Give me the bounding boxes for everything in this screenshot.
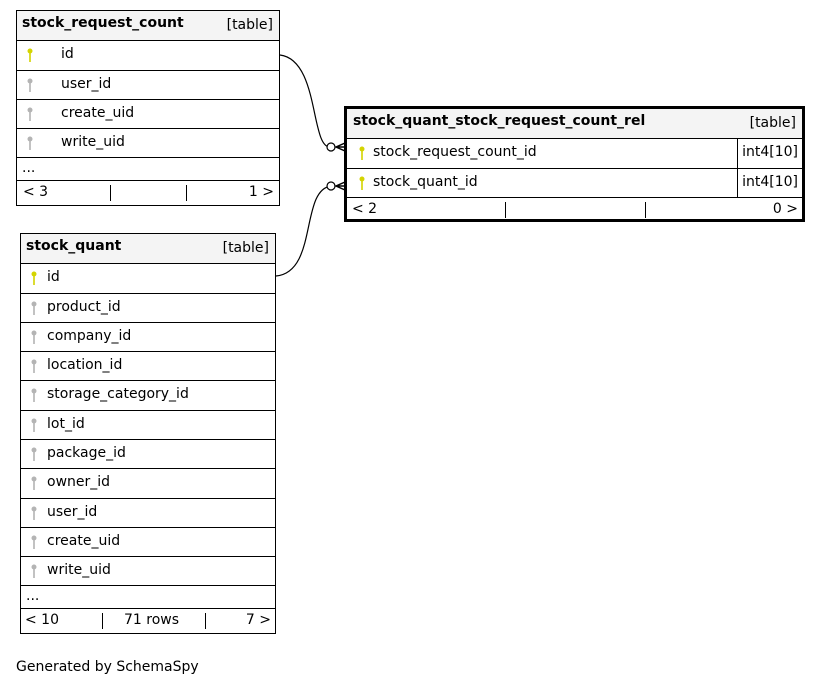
column-name: create_uid bbox=[61, 105, 135, 121]
foreign-key-icon bbox=[31, 418, 37, 432]
footer-children-count[interactable]: < 2 bbox=[352, 201, 378, 217]
table-header bbox=[21, 234, 275, 263]
relation-end-circle bbox=[327, 143, 335, 151]
table-header bbox=[17, 11, 279, 40]
more-columns bbox=[17, 157, 279, 180]
primary-key-icon bbox=[27, 48, 33, 62]
relation-quant-to-rel bbox=[276, 186, 331, 276]
column-name: id bbox=[47, 269, 60, 285]
column-name: id bbox=[61, 46, 74, 62]
column-row[interactable] bbox=[347, 138, 802, 168]
column-name: user_id bbox=[61, 76, 112, 92]
table-footer bbox=[17, 180, 279, 205]
table-stock-quant[interactable] bbox=[20, 233, 276, 634]
foreign-key-icon bbox=[31, 447, 37, 461]
relation-end-circle bbox=[327, 182, 335, 190]
column-name: write_uid bbox=[61, 134, 125, 150]
column-row[interactable] bbox=[17, 70, 279, 99]
column-name: package_id bbox=[47, 445, 126, 461]
table-header bbox=[347, 109, 802, 138]
footer-divider bbox=[186, 185, 187, 201]
table-name: stock_quant bbox=[26, 238, 122, 254]
table-type: [table] bbox=[222, 240, 269, 256]
column-row[interactable] bbox=[21, 468, 275, 498]
column-name: location_id bbox=[47, 357, 123, 373]
column-row[interactable] bbox=[347, 168, 802, 197]
column-name: lot_id bbox=[47, 416, 85, 432]
ellipsis: ... bbox=[22, 160, 36, 176]
table-name: stock_request_count bbox=[22, 15, 184, 31]
foreign-key-icon bbox=[27, 136, 33, 150]
column-name: company_id bbox=[47, 328, 132, 344]
footer-divider bbox=[505, 202, 506, 218]
footer-divider bbox=[645, 202, 646, 218]
column-row[interactable] bbox=[21, 527, 275, 556]
column-name: owner_id bbox=[47, 474, 111, 490]
more-columns bbox=[21, 585, 275, 608]
footer-parents-count[interactable]: 1 > bbox=[248, 184, 274, 200]
column-name: product_id bbox=[47, 299, 121, 315]
table-type: [table] bbox=[749, 115, 796, 131]
footer-parents-count[interactable]: 7 > bbox=[245, 612, 271, 628]
footer-children-count[interactable]: < 3 bbox=[23, 184, 49, 200]
foreign-key-icon bbox=[27, 78, 33, 92]
column-row[interactable] bbox=[17, 99, 279, 128]
foreign-key-icon bbox=[31, 564, 37, 578]
foreign-key-icon bbox=[31, 388, 37, 402]
table-name: stock_quant_stock_request_count_rel bbox=[353, 113, 646, 129]
foreign-key-icon bbox=[31, 476, 37, 490]
footer-divider bbox=[110, 185, 111, 201]
table-type: [table] bbox=[226, 17, 273, 33]
table-footer bbox=[21, 608, 275, 633]
column-row[interactable] bbox=[21, 410, 275, 439]
primary-key-icon bbox=[31, 271, 37, 285]
table-stock-request-count[interactable] bbox=[16, 10, 280, 206]
column-name: write_uid bbox=[47, 562, 111, 578]
foreign-key-icon bbox=[31, 301, 37, 315]
column-row[interactable] bbox=[17, 128, 279, 157]
foreign-key-icon bbox=[27, 107, 33, 121]
primary-key-icon bbox=[359, 176, 365, 190]
column-datatype: int4[10] bbox=[737, 169, 802, 197]
foreign-key-icon bbox=[31, 535, 37, 549]
footer-row-count: 71 rows bbox=[124, 612, 180, 628]
generated-by-label: Generated by SchemaSpy bbox=[16, 659, 199, 675]
footer-children-count[interactable]: < 10 bbox=[25, 612, 59, 628]
column-name: create_uid bbox=[47, 533, 121, 549]
foreign-key-icon bbox=[31, 506, 37, 520]
table-footer bbox=[347, 197, 802, 219]
column-row[interactable] bbox=[21, 380, 275, 410]
relation-request-count-to-rel bbox=[280, 55, 331, 147]
column-row[interactable] bbox=[17, 40, 279, 70]
column-name: stock_quant_id bbox=[373, 174, 478, 190]
column-row[interactable] bbox=[21, 439, 275, 468]
footer-parents-count[interactable]: 0 > bbox=[772, 201, 798, 217]
column-datatype: int4[10] bbox=[737, 139, 802, 168]
column-name: user_id bbox=[47, 504, 98, 520]
foreign-key-icon bbox=[31, 359, 37, 373]
column-row[interactable] bbox=[21, 556, 275, 585]
column-row[interactable] bbox=[21, 293, 275, 322]
column-name: stock_request_count_id bbox=[373, 144, 537, 160]
footer-divider bbox=[205, 613, 206, 629]
column-row[interactable] bbox=[21, 322, 275, 351]
table-stock-quant-stock-request-count-rel[interactable] bbox=[344, 106, 805, 222]
footer-divider bbox=[102, 613, 103, 629]
foreign-key-icon bbox=[31, 330, 37, 344]
primary-key-icon bbox=[359, 146, 365, 160]
column-row[interactable] bbox=[21, 351, 275, 380]
column-row[interactable] bbox=[21, 498, 275, 527]
column-name: storage_category_id bbox=[47, 386, 189, 402]
column-row[interactable] bbox=[21, 263, 275, 293]
ellipsis: ... bbox=[26, 588, 40, 604]
